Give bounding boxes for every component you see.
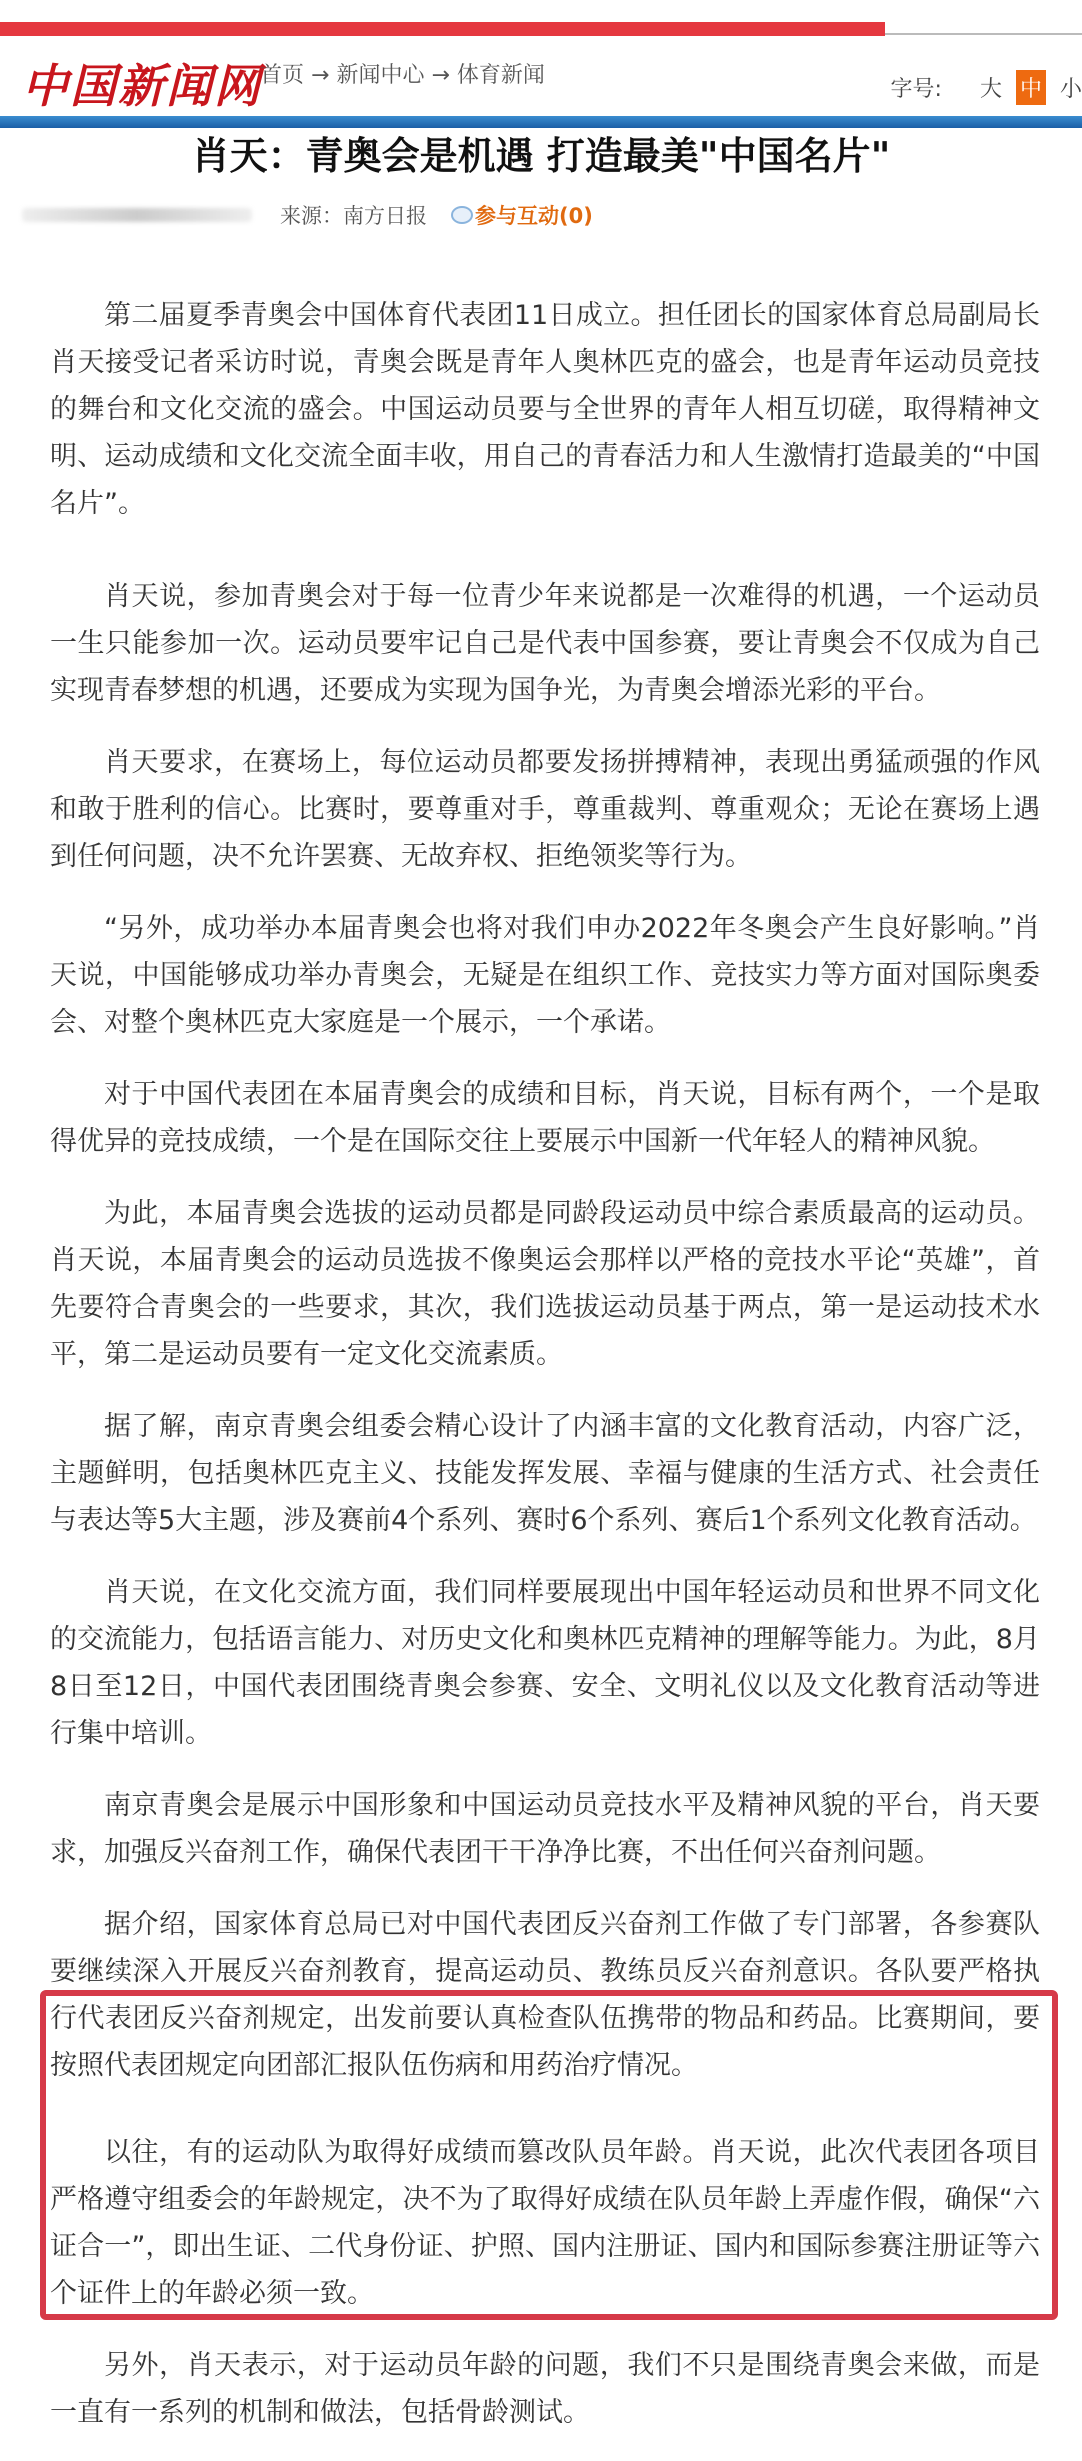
paragraph: 肖天要求，在赛场上，每位运动员都要发扬拼搏精神，表现出勇猛顽强的作风和敢于胜利的信心。比赛时，要尊重对手，尊重裁判、尊重观众；无论在赛场上遇到任何问题，决不允许罢赛、无故弃权、拒绝领奖等行为。 bbox=[50, 747, 1040, 872]
font-size-switcher bbox=[877, 70, 1082, 105]
paragraph: 对于中国代表团在本届青奥会的成绩和目标，肖天说，目标有两个，一个是取得优异的竞技成绩，一个是在国际交往上要展示中国新一代年轻人的精神风貌。 bbox=[50, 1079, 1040, 1157]
font-size-small[interactable]: 小 bbox=[1059, 77, 1082, 102]
blurred-date bbox=[22, 208, 252, 222]
paragraph: 以往，有的运动队为取得好成绩而篡改队员年龄。肖天说，此次代表团各项目严格遵守组委会的年龄规定，决不为了取得好成绩在队员年龄上弄虚作假，确保“六证合一”，即出生证、二代身份证、护照、国内注册证、国内和国际参赛注册证等六个证件上的年龄必须一致。 bbox=[50, 2137, 1040, 2309]
paragraph: 为此，本届青奥会选拔的运动员都是同龄段运动员中综合素质最高的运动员。肖天说，本届青奥会的运动员选拔不像奥运会那样以严格的竞技水平论“英雄”，首先要符合青奥会的一些要求，其次，我们选拔运动员基于两点，第一是运动技术水平，第二是运动员要有一定文化交流素质。 bbox=[50, 1198, 1040, 1370]
top-divider bbox=[885, 33, 1082, 35]
paragraph: 肖天说，参加青奥会对于每一位青少年来说都是一次难得的机遇，一个运动员一生只能参加一次。运动员要牢记自己是代表中国参赛，要让青奥会不仅成为自己实现青春梦想的机遇，还要成为实现为国争光，为青奥会增添光彩的平台。 bbox=[50, 581, 1040, 706]
top-red-bar bbox=[0, 22, 885, 36]
breadcrumb-arrow-icon: → bbox=[431, 63, 450, 88]
nav-blue-bar bbox=[0, 116, 1082, 128]
article-meta bbox=[22, 200, 593, 230]
site-logo[interactable]: 中国新闻网 bbox=[22, 59, 262, 113]
font-size-label: 字号: bbox=[890, 77, 942, 102]
font-size-large[interactable]: 大 bbox=[979, 77, 1002, 102]
font-size-medium[interactable]: 中 bbox=[1016, 70, 1046, 105]
paragraph: 肖天说，在文化交流方面，我们同样要展现出中国年轻运动员和世界不同文化的交流能力，包括语言能力、对历史文化和奥林匹克精神的理解等能力。为此，8月8日至12日，中国代表团围绕青奥会参赛、安全、文明礼仪以及文化教育活动等进行集中培训。 bbox=[50, 1577, 1040, 1749]
paragraph: 南京青奥会是展示中国形象和中国运动员竞技水平及精神风貌的平台，肖天要求，加强反兴奋剂工作，确保代表团干干净净比赛，不出任何兴奋剂问题。 bbox=[50, 1790, 1040, 1868]
breadcrumb-home[interactable]: 首页 bbox=[260, 63, 305, 88]
comment-bubble-icon bbox=[451, 206, 473, 224]
breadcrumb-news-center[interactable]: 新闻中心 bbox=[336, 63, 425, 88]
breadcrumb-arrow-icon: → bbox=[311, 63, 330, 88]
paragraph: 另外，肖天表示，对于运动员年龄的问题，我们不只是围绕青奥会来做，而是一直有一系列的机制和做法，包括骨龄测试。 bbox=[50, 2350, 1040, 2428]
paragraph: 据了解，南京青奥会组委会精心设计了内涵丰富的文化教育活动，内容广泛，主题鲜明，包括奥林匹克主义、技能发挥发展、幸福与健康的生活方式、社会责任与表达等5大主题，涉及赛前4个系列、赛时6个系列、赛后1个系列文化教育活动。 bbox=[50, 1411, 1040, 1536]
paragraph: 据介绍，国家体育总局已对中国代表团反兴奋剂工作做了专门部署，各参赛队要继续深入开展反兴奋剂教育，提高运动员、教练员反兴奋剂意识。各队要严格执行代表团反兴奋剂规定，出发前要认真检查队伍携带的物品和药品。比赛期间，要按照代表团规定向团部汇报队伍伤病和用药治疗情况。 bbox=[50, 1909, 1040, 2081]
article-title: 肖天：青奥会是机遇 打造最美"中国名片" bbox=[191, 134, 891, 178]
article-source: 来源：南方日报 bbox=[280, 204, 427, 228]
participate-link[interactable]: 参与互动(0) bbox=[475, 204, 593, 228]
highlight-box bbox=[40, 1990, 1058, 2320]
breadcrumb-sports[interactable]: 体育新闻 bbox=[456, 63, 545, 88]
paragraph: 第二届夏季青奥会中国体育代表团11日成立。担任团长的国家体育总局副局长肖天接受记者采访时说，青奥会既是青年人奥林匹克的盛会，也是青年运动员竞技的舞台和文化交流的盛会。中国运动员要与全世界的青年人相互切磋，取得精神文明、运动成绩和文化交流全面丰收，用自己的青春活力和人生激情打造最美的“中国名片”。 bbox=[50, 300, 1040, 519]
paragraph: “另外，成功举办本届青奥会也将对我们申办2022年冬奥会产生良好影响。”肖天说，中国能够成功举办青奥会，无疑是在组织工作、竞技实力等方面对国际奥委会、对整个奥林匹克大家庭是一个展示，一个承诺。 bbox=[50, 913, 1040, 1038]
breadcrumb bbox=[260, 58, 545, 89]
